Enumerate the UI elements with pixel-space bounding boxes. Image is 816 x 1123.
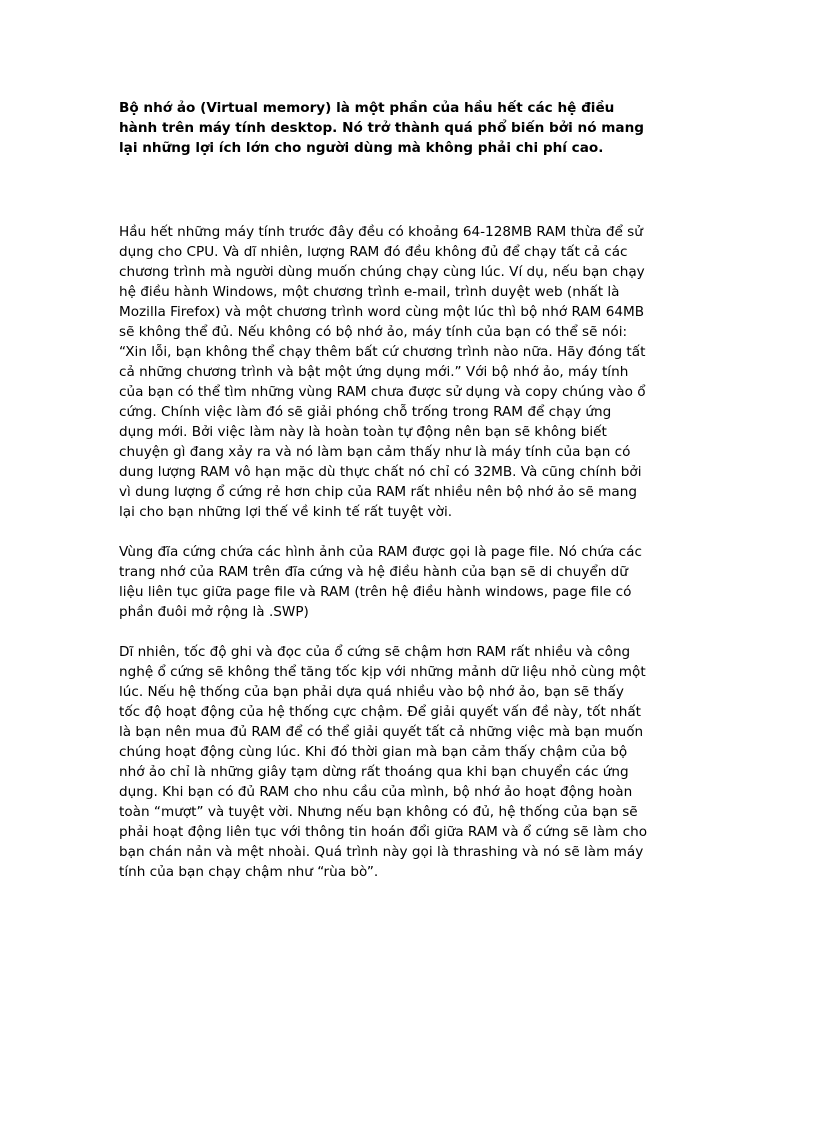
paragraph-line: dụng cho CPU. Và dĩ nhiên, lượng RAM đó đều không đủ để chạy tất cả các <box>119 244 628 260</box>
document-page <box>119 98 709 902</box>
paragraph-line: chúng hoạt động cùng lúc. Khi đó thời gian mà bạn cảm thấy chậm của bộ <box>119 744 628 760</box>
paragraph-line: của bạn có thể tìm những vùng RAM chưa được sử dụng và copy chúng vào ổ <box>119 384 646 400</box>
paragraph-line: Hầu hết những máy tính trước đây đều có khoảng 64-128MB RAM thừa để sử <box>119 224 643 240</box>
paragraph-line: nghệ ổ cứng sẽ không thể tăng tốc kịp với những mảnh dữ liệu nhỏ cùng một <box>119 664 646 680</box>
paragraph-line: dụng mới. Bởi việc làm này là hoàn toàn tự động nên bạn sẽ không biết <box>119 424 607 440</box>
paragraph-line: vì dung lượng ổ cứng rẻ hơn chip của RAM rất nhiều nên bộ nhớ ảo sẽ mang <box>119 484 637 500</box>
intro-paragraph <box>119 98 709 158</box>
paragraph-line: chương trình mà người dùng muốn chúng chạy cùng lúc. Ví dụ, nếu bạn chạy <box>119 264 645 280</box>
intro-line: Bộ nhớ ảo (Virtual memory) là một phần của hầu hết các hệ điều <box>119 100 615 116</box>
paragraph-line: lại cho bạn những lợi thế về kinh tế rất tuyệt vời. <box>119 504 453 520</box>
paragraph-line: dụng. Khi bạn có đủ RAM cho nhu cầu của mình, bộ nhớ ảo hoạt động hoàn <box>119 784 633 800</box>
paragraph-line: là bạn nên mua đủ RAM để có thể giải quyết tất cả những việc mà bạn muốn <box>119 724 644 740</box>
body-paragraph-2 <box>119 542 709 622</box>
paragraph-line: Dĩ nhiên, tốc độ ghi và đọc của ổ cứng sẽ chậm hơn RAM rất nhiều và công <box>119 644 631 660</box>
paragraph-line: bạn chán nản và mệt nhoài. Quá trình này gọi là thrashing và nó sẽ làm máy <box>119 844 644 860</box>
paragraph-line: cả những chương trình và bật một ứng dụng mới.” Với bộ nhớ ảo, máy tính <box>119 364 629 380</box>
paragraph-line: trang nhớ của RAM trên đĩa cứng và hệ điều hành của bạn sẽ di chuyển dữ <box>119 564 628 580</box>
intro-line: lại những lợi ích lớn cho người dùng mà không phải chi phí cao. <box>119 140 604 156</box>
paragraph-line: “Xin lỗi, bạn không thể chạy thêm bất cứ chương trình nào nữa. Hãy đóng tất <box>119 344 646 360</box>
paragraph-line: nhớ ảo chỉ là những giây tạm dừng rất thoáng qua khi bạn chuyển các ứng <box>119 764 629 780</box>
paragraph-line: phải hoạt động liên tục với thông tin hoán đổi giữa RAM và ổ cứng sẽ làm cho <box>119 824 648 840</box>
paragraph-line: tính của bạn chạy chậm như “rùa bò”. <box>119 864 379 880</box>
paragraph-line: lúc. Nếu hệ thống của bạn phải dựa quá nhiều vào bộ nhớ ảo, bạn sẽ thấy <box>119 684 624 700</box>
paragraph-line: dung lượng RAM vô hạn mặc dù thực chất nó chỉ có 32MB. Và cũng chính bởi <box>119 464 642 480</box>
paragraph-line: phần đuôi mở rộng là .SWP) <box>119 604 309 620</box>
body-paragraph-1 <box>119 222 709 522</box>
intro-line: hành trên máy tính desktop. Nó trở thành quá phổ biến bởi nó mang <box>119 120 645 136</box>
paragraph-line: cứng. Chính việc làm đó sẽ giải phóng chỗ trống trong RAM để chạy ứng <box>119 404 612 420</box>
paragraph-line: chuyện gì đang xảy ra và nó làm bạn cảm thấy như là máy tính của bạn có <box>119 444 631 460</box>
paragraph-line: tốc độ hoạt động của hệ thống cực chậm. Để giải quyết vấn đề này, tốt nhất <box>119 704 641 720</box>
paragraph-line: liệu liên tục giữa page file và RAM (trên hệ điều hành windows, page file có <box>119 584 632 600</box>
paragraph-line: hệ điều hành Windows, một chương trình e-mail, trình duyệt web (nhất là <box>119 284 620 300</box>
paragraph-line: Vùng đĩa cứng chứa các hình ảnh của RAM được gọi là page file. Nó chứa các <box>119 544 642 560</box>
paragraph-line: Mozilla Firefox) và một chương trình word cùng một lúc thì bộ nhớ RAM 64MB <box>119 304 645 320</box>
paragraph-line: sẽ không thể đủ. Nếu không có bộ nhớ ảo, máy tính của bạn có thể sẽ nói: <box>119 324 628 340</box>
paragraph-line: toàn “mượt” và tuyệt vời. Nhưng nếu bạn không có đủ, hệ thống của bạn sẽ <box>119 804 638 820</box>
body-paragraph-3 <box>119 642 709 882</box>
